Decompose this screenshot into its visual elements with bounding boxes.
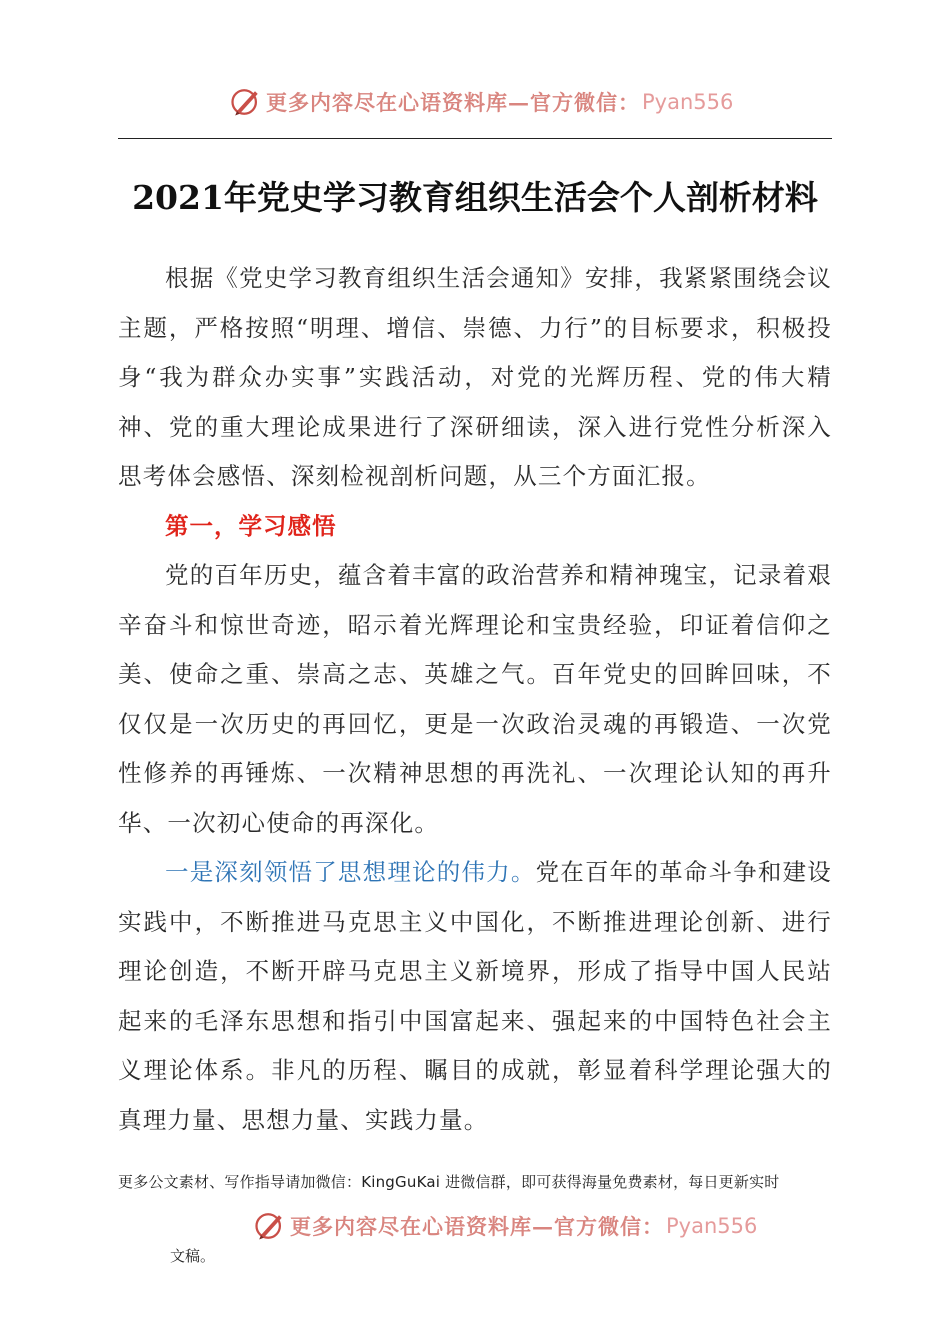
watermark-id: Pyan556: [642, 90, 734, 114]
pen-logo-icon: [228, 84, 264, 120]
point-1-lead: 一是深刻领悟了思想理论的伟力。: [165, 858, 536, 886]
footer-note: 更多公文素材、写作指导请加微信：KingGuKai 进微信群，即可获得海量免费素材，每日更新实时: [118, 1173, 780, 1191]
point-1-paragraph: [118, 848, 832, 1145]
pen-logo-icon: [252, 1208, 288, 1244]
intro-paragraph: 根据《党史学习教育组织生活会通知》安排，我紧紧围绕会议主题，严格按照“明理、增信、崇德、力行”的目标要求，积极投身“我为群众办实事”实践活动，对党的光辉历程、党的伟大精神、党的重大理论成果进行了深研细读，深入进行党性分析深入思考体会感悟、深刻检视剖析问题，从三个方面汇报。: [118, 264, 832, 490]
watermark-text: 更多内容尽在心语资料库—官方微信：: [266, 90, 640, 115]
section-1-paragraph: 党的百年历史，蕴含着丰富的政治营养和精神瑰宝，记录着艰辛奋斗和惊世奇迹，昭示着光辉理论和宝贵经验，印证着信仰之美、使命之重、崇高之志、英雄之气。百年党史的回眸回味，不仅仅是一次历史的再回忆，更是一次政治灵魂的再锻造、一次党性修养的再锤炼、一次精神思想的再洗礼、一次理论认知的再升华、一次初心使命的再深化。: [118, 561, 832, 837]
document-title: 2021年党史学习教育组织生活会个人剖析材料: [132, 178, 818, 217]
header-watermark: [228, 84, 733, 120]
footer-note-tail: 文稿。: [170, 1247, 216, 1265]
footer-watermark: [252, 1208, 757, 1244]
document-body: [118, 254, 832, 1145]
section-heading-1: 第一，学习感悟: [165, 511, 337, 540]
watermark-id: Pyan556: [666, 1214, 758, 1238]
watermark-text: 更多内容尽在心语资料库—官方微信：: [290, 1214, 664, 1239]
header-divider: [118, 138, 832, 139]
point-1-body: 党在百年的革命斗争和建设实践中，不断推进马克思主义中国化，不断推进理论创新、进行理论创造，不断开辟马克思主义新境界，形成了指导中国人民站起来的毛泽东思想和指引中国富起来、强起来的中国特色社会主义理论体系。非凡的历程、瞩目的成就，彰显着科学理论强大的真理力量、思想力量、实践力量。: [118, 858, 833, 1134]
